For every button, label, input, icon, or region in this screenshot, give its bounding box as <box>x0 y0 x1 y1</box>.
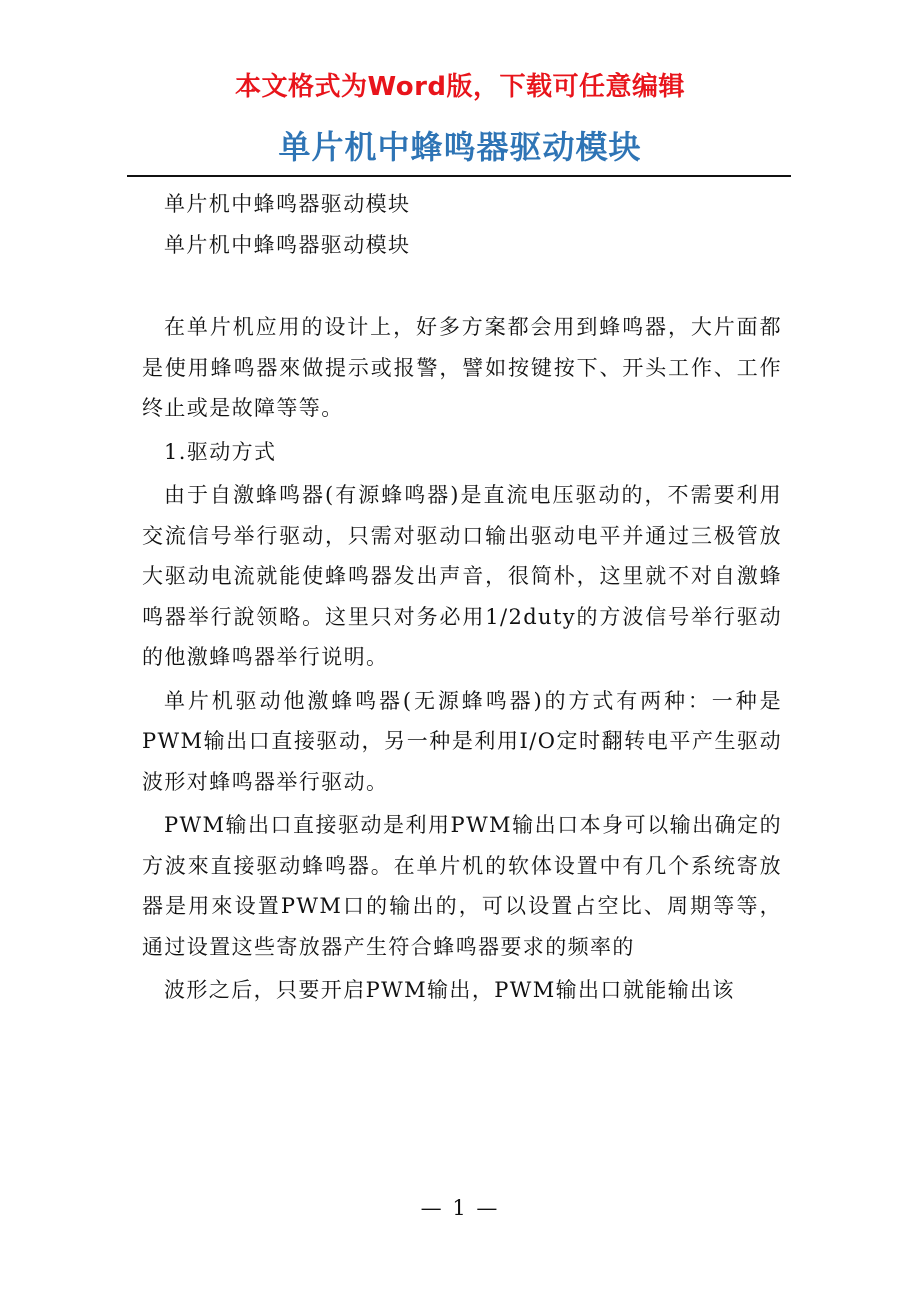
body-paragraph: PWM输出口直接驱动是利用PWM输出口本身可以输出确定的方波來直接驱动蜂鸣器。在单片机的软体设置中有几个系统寄放器是用來设置PWM口的输出的，可以设置占空比、周期等等，通过设置这些寄放器产生符合蜂鸣器要求的频率的 <box>142 813 782 959</box>
body-paragraph: 单片机驱动他激蜂鸣器(无源蜂鸣器)的方式有两种：一种是PWM输出口直接驱动，另一种是利用I/O定时翻转电平产生驱动波形对蜂鸣器举行驱动。 <box>142 688 782 794</box>
intro-paragraph: 在单片机应用的设计上，好多方案都会用到蜂鸣器，大片面都是使用蜂鸣器來做提示或报警，譬如按键按下、开头工作、工作终止或是故障等等。 <box>142 315 782 420</box>
body-paragraph: 波形之后，只要开启PWM输出，PWM输出口就能输出该 <box>164 978 735 1002</box>
subtitle-line: 单片机中蜂鸣器驱动模块 <box>164 192 411 216</box>
format-notice-banner: 本文格式为Word版，下载可任意编辑 <box>234 72 686 102</box>
title-divider <box>127 175 791 177</box>
document-title: 单片机中蜂鸣器驱动模块 <box>278 128 642 166</box>
document-body <box>142 184 782 1011</box>
body-paragraph: 由于自激蜂鸣器(有源蜂鸣器)是直流电压驱动的，不需要利用交流信号举行驱动，只需对驱动口输出驱动电平并通过三极管放大驱动电流就能使蜂鸣器发出声音，很简朴，这里就不对自激蜂鸣器举行說领略。这里只对务必用1/2duty的方波信号举行驱动的他激蜂鸣器举行说明。 <box>142 483 782 669</box>
page-number: — 1 — <box>420 1196 500 1220</box>
subtitle-line: 单片机中蜂鸣器驱动模块 <box>164 232 411 257</box>
section-heading: 1.驱动方式 <box>164 439 277 464</box>
